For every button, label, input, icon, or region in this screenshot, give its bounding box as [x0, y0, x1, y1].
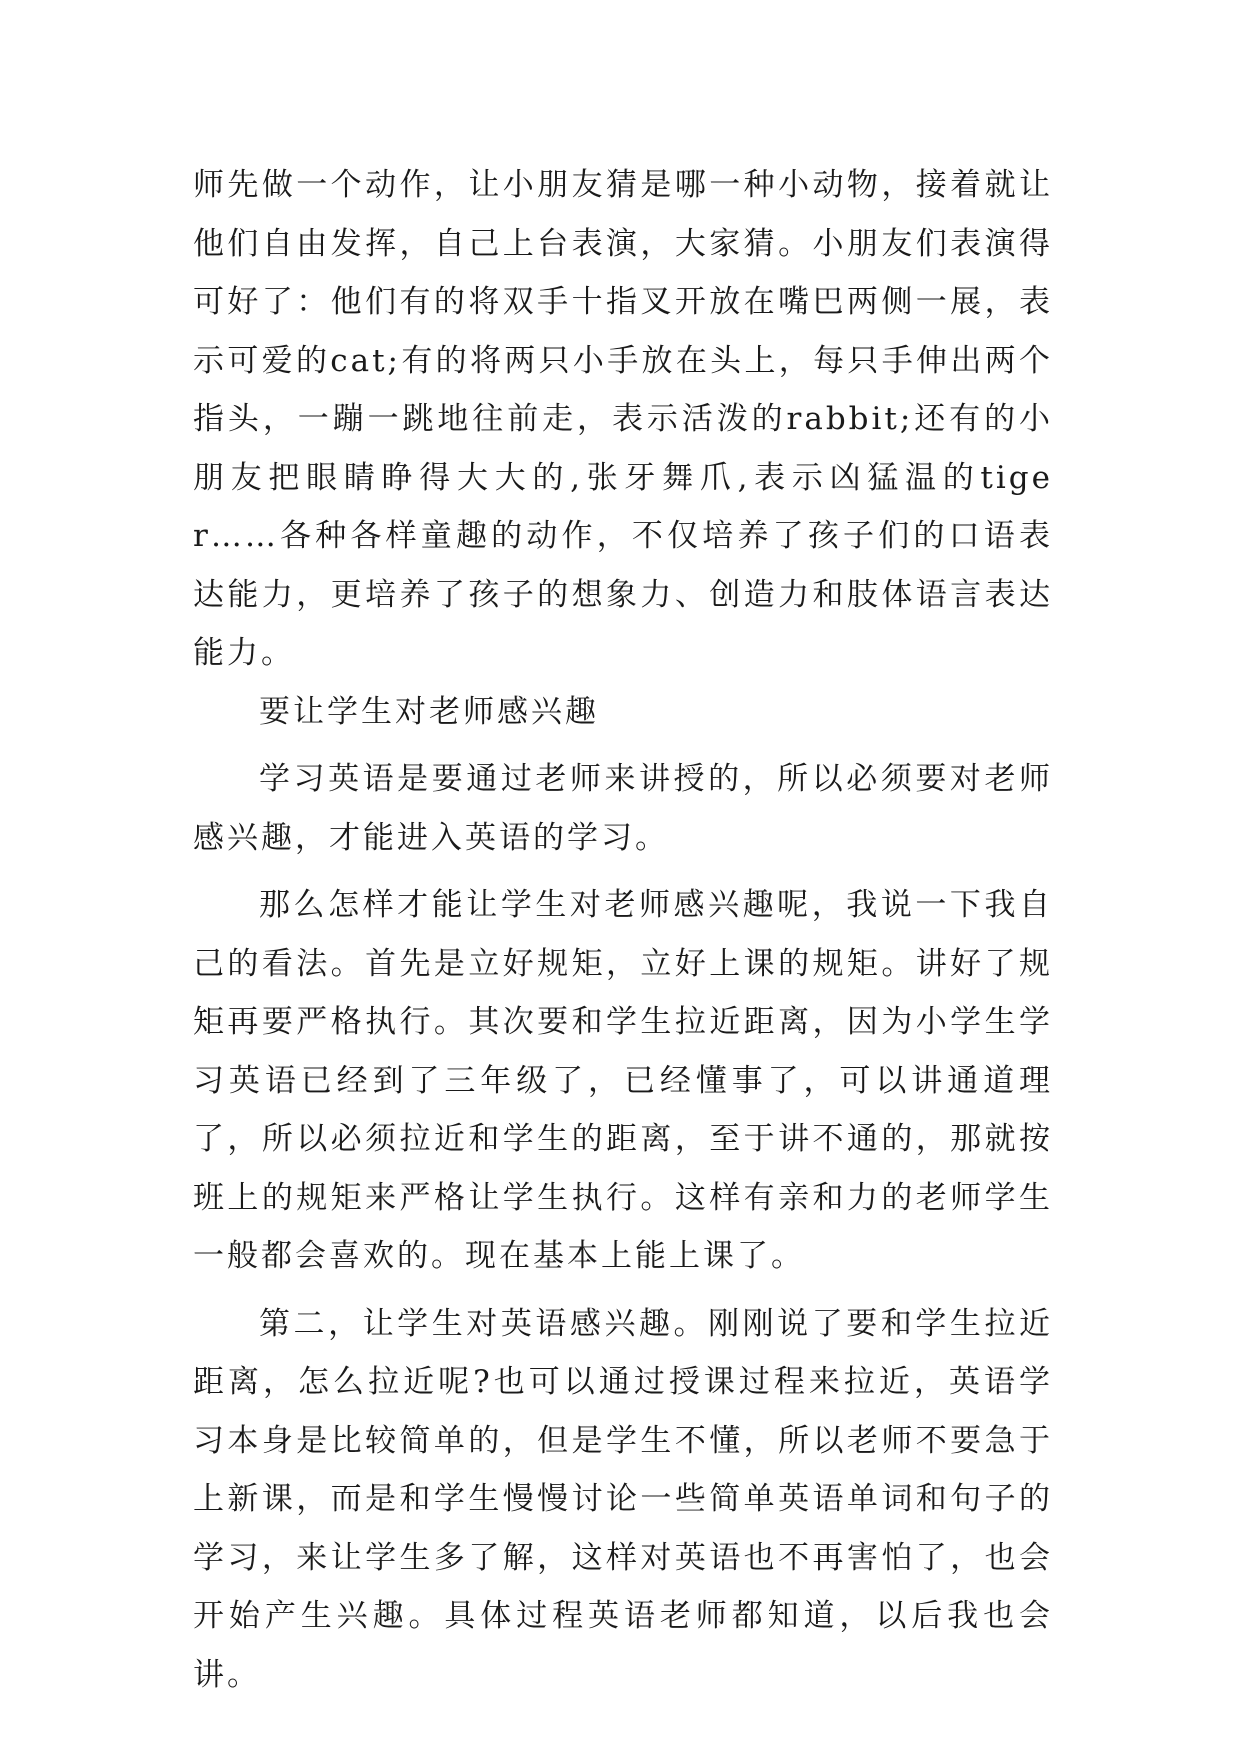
paragraph-how-to-build-interest: 那么怎样才能让学生对老师感兴趣呢，我说一下我自己的看法。首先是立好规矩，立好上课的规矩。讲好了规矩再要严格执行。其次要和学生拉近距离，因为小学生学习英语已经到了三年级了，已经懂事了，可以讲通道理了，所以必须拉近和学生的距离，至于讲不通的，那就按班上的规矩来严格让学生执行。这样有亲和力的老师学生一般都会喜欢的。现在基本上能上课了。: [193, 887, 1053, 1274]
section-heading-teacher-interest: 要让学生对老师感兴趣: [259, 693, 599, 730]
paragraph-second-english-interest: 第二，让学生对英语感兴趣。刚刚说了要和学生拉近距离，怎么拉近呢?也可以通过授课过程来拉近，英语学习本身是比较简单的，但是学生不懂，所以老师不要急于上新课，而是和学生慢慢讨论一些简单英语单词和句子的学习，来让学生多了解，这样对英语也不再害怕了，也会开始产生兴趣。具体过程英语老师都知道，以后我也会讲。: [193, 1305, 1053, 1693]
paragraph-learning-through-teacher: 学习英语是要通过老师来讲授的，所以必须要对老师感兴趣，才能进入英语的学习。: [193, 761, 1053, 856]
paragraph-activity-description: 师先做一个动作，让小朋友猜是哪一种小动物，接着就让他们自由发挥，自己上台表演，大家猜。小朋友们表演得可好了：他们有的将双手十指叉开放在嘴巴两侧一展，表示可爱的cat;有的将两只小手放在头上，每只手伸出两个指头，一蹦一跳地往前走，表示活泼的rabbit;还有的小朋友把眼睛睁得大大的,张牙舞爪,表示凶猛温的tiger……各种各样童趣的动作，不仅培养了孩子们的口语表达能力，更培养了孩子的想象力、创造力和肢体语言表达能力。: [193, 167, 1053, 671]
document-body: [193, 156, 1053, 1704]
